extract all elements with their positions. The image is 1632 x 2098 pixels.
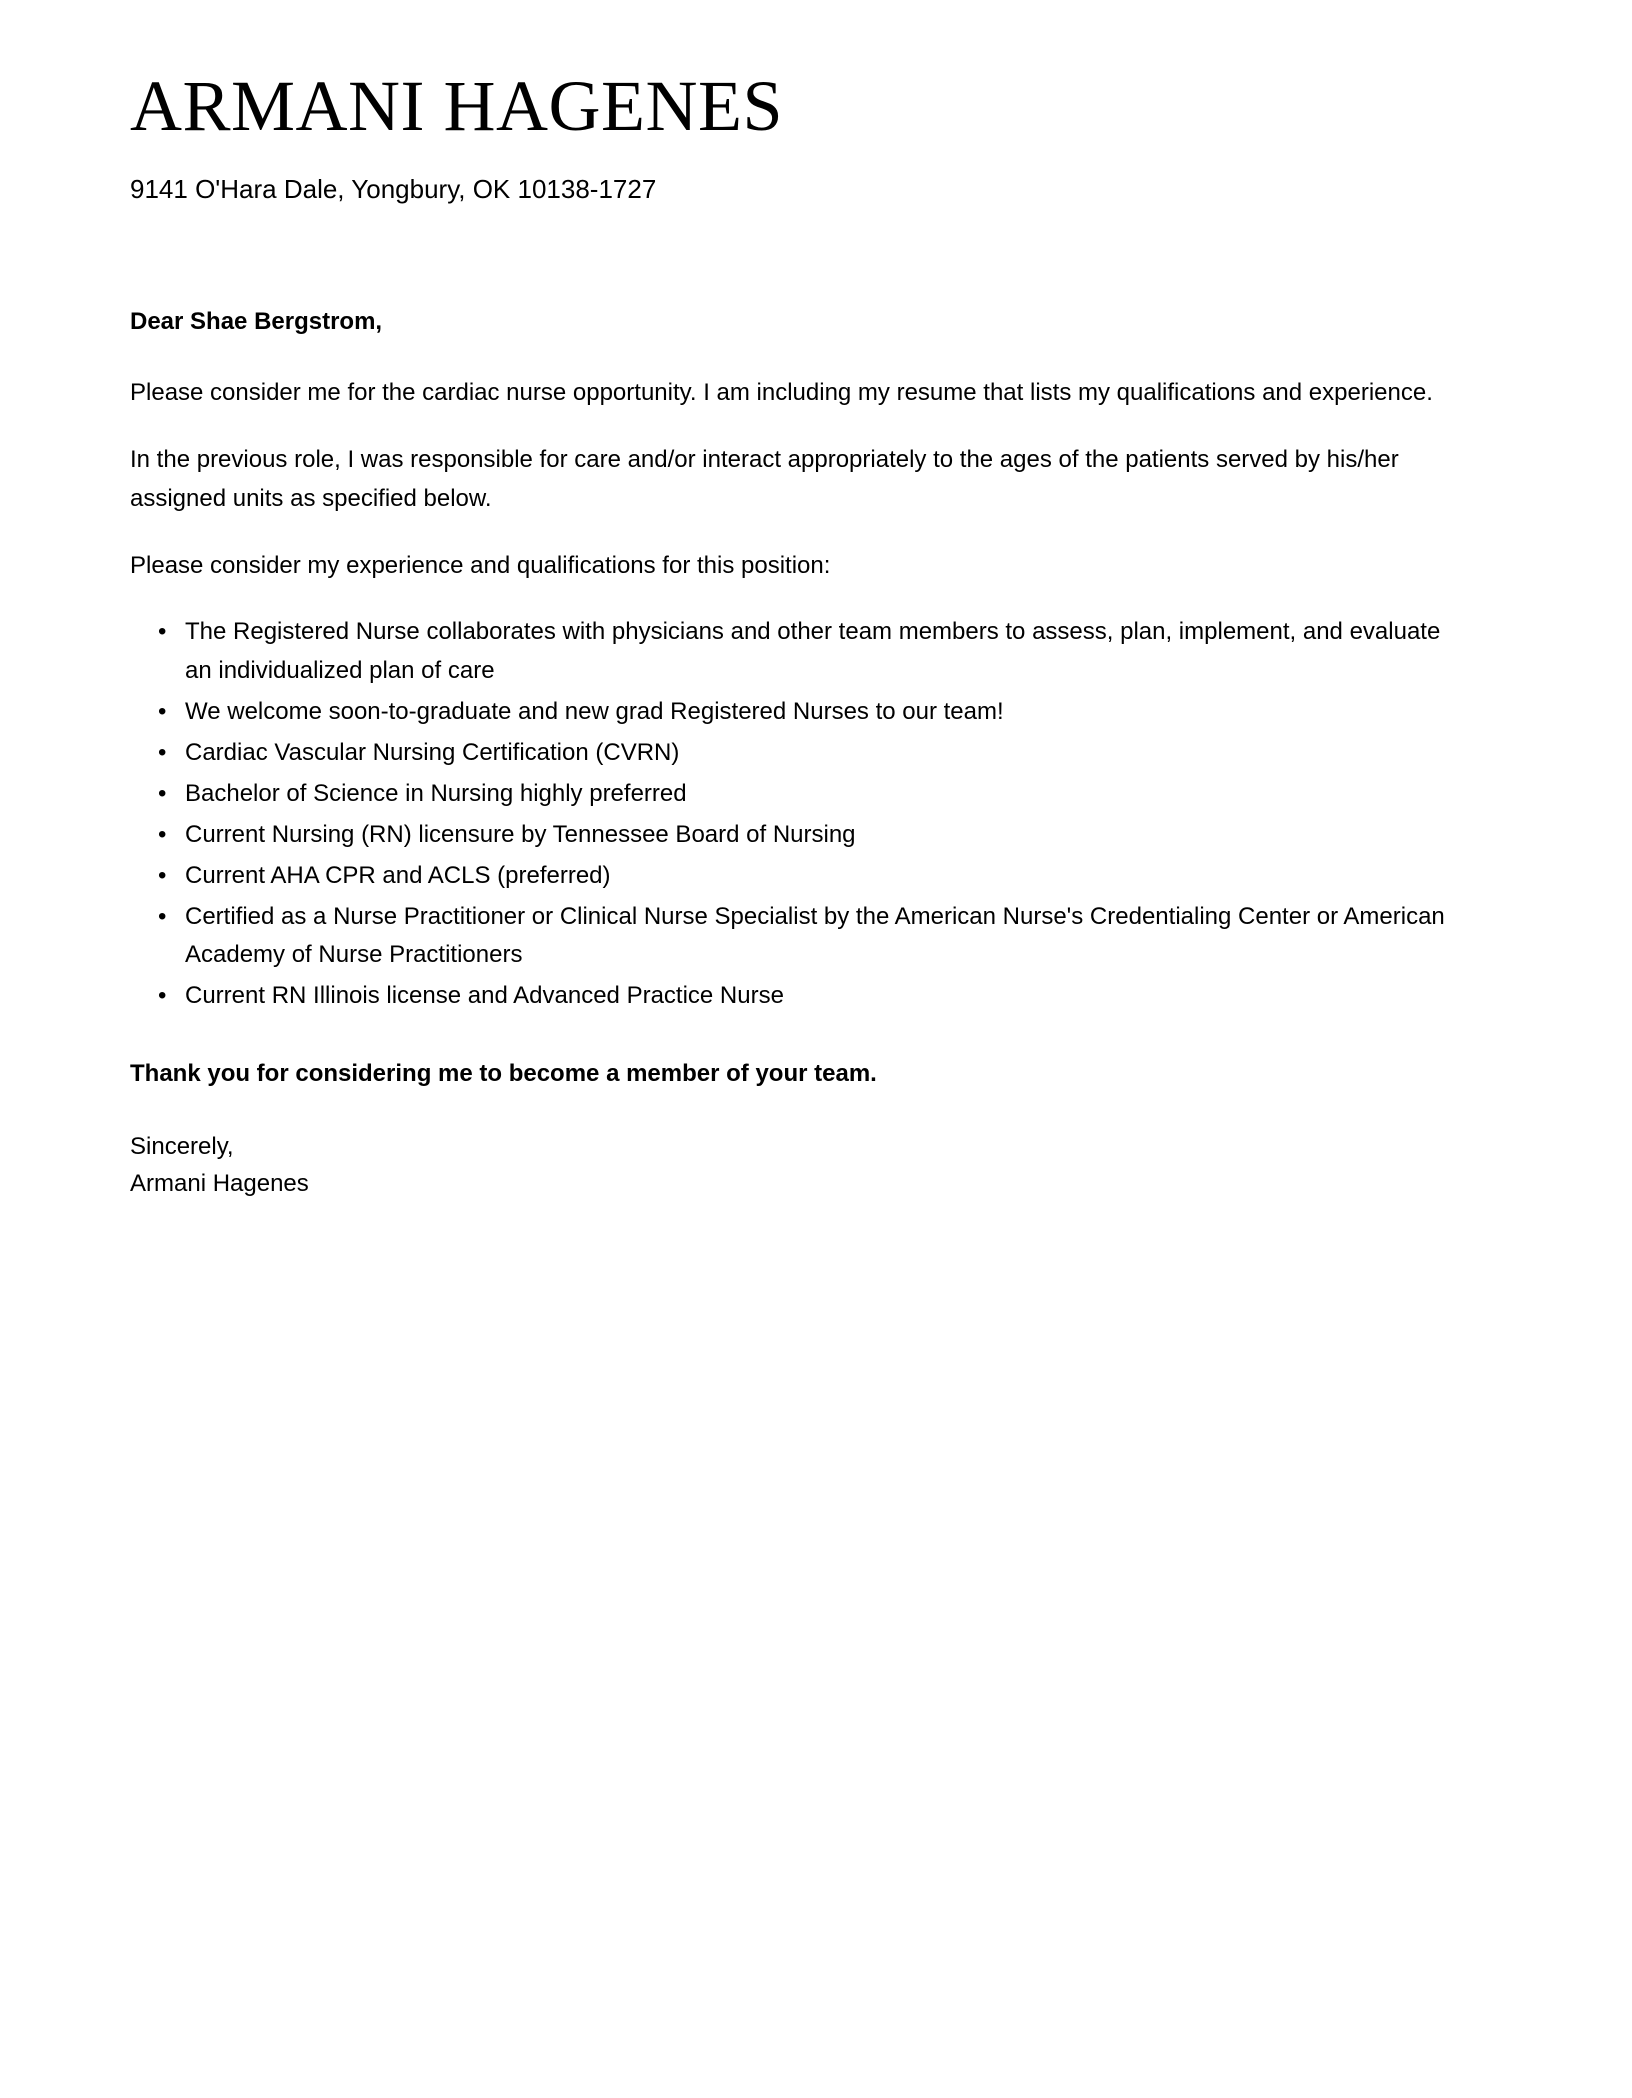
bullet-icon: •: [158, 861, 167, 889]
bullet-icon: •: [158, 820, 167, 848]
closing-statement: Thank you for considering me to become a member of your team.: [130, 1060, 877, 1088]
list-item-text: Current AHA CPR and ACLS (preferred): [185, 861, 611, 889]
body-paragraph-1: Please consider me for the cardiac nurse opportunity. I am including my resume that lists my qualifications and experience.: [130, 378, 1433, 406]
sender-name-heading: ARMANI HAGENES: [130, 66, 783, 146]
list-item: [130, 693, 1460, 732]
bullet-icon: •: [158, 739, 167, 767]
body-paragraph-3: Please consider my experience and qualifications for this position:: [130, 551, 831, 579]
sender-address: 9141 O'Hara Dale, Yongbury, OK 10138-1727: [130, 174, 657, 204]
list-item: [130, 775, 1460, 814]
bullet-icon: •: [158, 902, 167, 930]
list-item-text: Cardiac Vascular Nursing Certification (CVRN): [185, 739, 680, 767]
list-item-text: Certified as a Nurse Practitioner or Clinical Nurse Specialist by the American Nurse's Credentialing Center or American Academy of Nurse Practitioners: [185, 902, 1445, 969]
list-item: [130, 898, 1460, 976]
list-item-text: Current RN Illinois license and Advanced Practice Nurse: [185, 982, 784, 1010]
letter-body: [130, 305, 1460, 1202]
list-item-text: The Registered Nurse collaborates with physicians and other team members to assess, plan, implement, and evaluate an individualized plan of care: [185, 618, 1441, 685]
cover-letter: [130, 66, 1460, 1203]
list-item-text: Current Nursing (RN) licensure by Tennessee Board of Nursing: [185, 820, 856, 848]
salutation: Dear Shae Bergstrom,: [130, 308, 383, 336]
signoff-block: [130, 1128, 1460, 1202]
list-item: [130, 613, 1460, 691]
list-item: [130, 734, 1460, 773]
bullet-icon: •: [158, 779, 167, 807]
list-item-text: We welcome soon-to-graduate and new grad Registered Nurses to our team!: [185, 698, 1004, 726]
list-item: [130, 977, 1460, 1016]
bullet-icon: •: [158, 982, 167, 1010]
bullet-icon: •: [158, 698, 167, 726]
valediction: Sincerely,: [130, 1133, 234, 1161]
body-paragraph-2: In the previous role, I was responsible for care and/or interact appropriately to the ages of the patients served by his/her assigned units as specified below.: [130, 445, 1399, 512]
list-item: [130, 857, 1460, 896]
qualifications-list: [130, 613, 1460, 1016]
list-item: [130, 816, 1460, 855]
signature-name: Armani Hagenes: [130, 1170, 309, 1198]
bullet-icon: •: [158, 618, 167, 646]
list-item-text: Bachelor of Science in Nursing highly preferred: [185, 779, 687, 807]
